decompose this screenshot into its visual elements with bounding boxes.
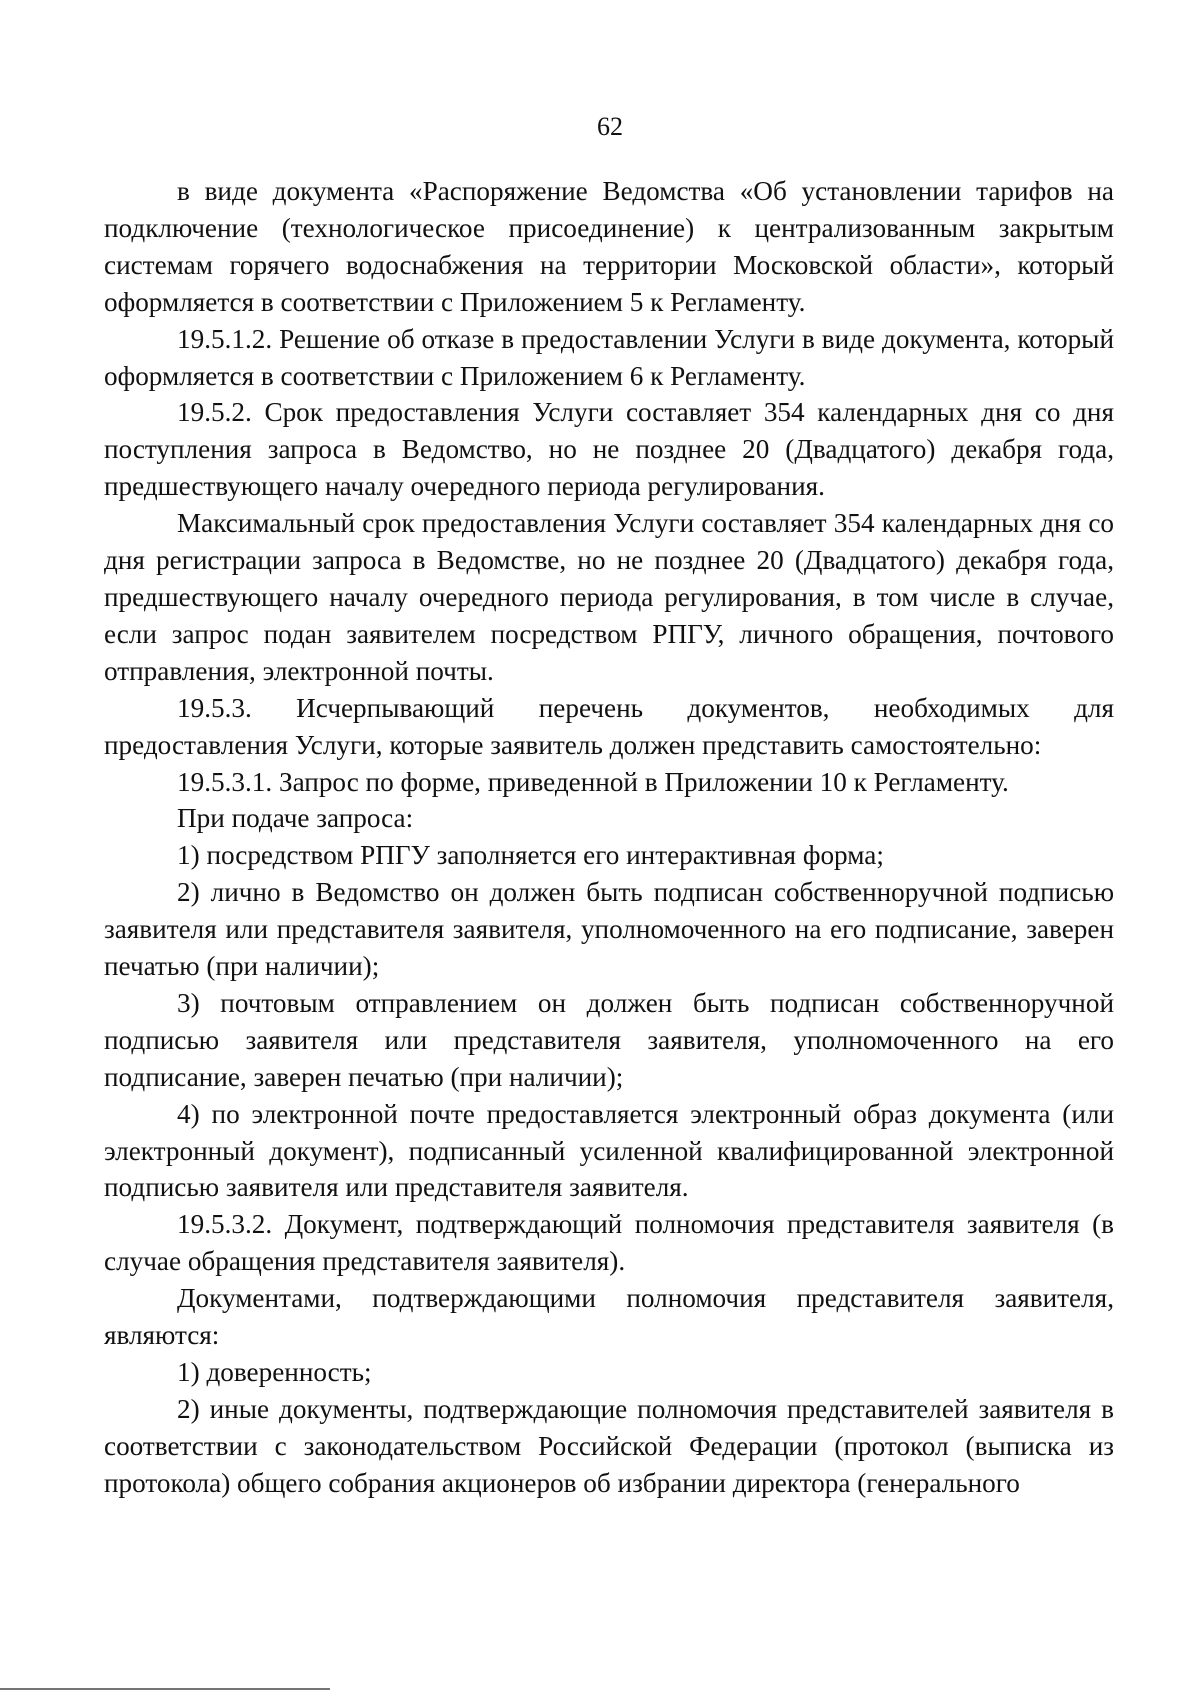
list-item-email: 4) по электронной почте предоставляется электронный образ документа (или электронный документ), подписанный усиленной квалифицированной электронной подписью заявителя или представителя заявителя.: [104, 1098, 1114, 1203]
scan-edge-line: [0, 1688, 330, 1690]
paragraph-authority-docs: Документами, подтверждающими полномочия представителя заявителя, являются:: [104, 1283, 1114, 1351]
paragraph-tariff-order: в виде документа «Распоряжение Ведомства «Об установлении тарифов на подключение (технологическое присоединение) к централизованным закрытым системам горячего водоснабжения на территории Московской области», который оформляется в соответствии с Приложением 5 к Регламенту.: [104, 176, 1114, 317]
document-body: [104, 173, 1114, 1502]
paragraph-19-5-3-1: 19.5.3.1. Запрос по форме, приведенной в Приложении 10 к Регламенту.: [177, 766, 1009, 797]
page-number: 62: [597, 112, 623, 141]
list-item-postal: 3) почтовым отправлением он должен быть подписан собственноручной подписью заявителя или представителя заявителя, уполномоченного на его подписание, заверен печатью (при наличии);: [104, 987, 1114, 1092]
list-item-other-docs: 2) иные документы, подтверждающие полномочия представителей заявителя в соответствии с законодательством Российской Федерации (протокол (выписка из протокола) общего собрания акционеров об избрании директора (генерального: [104, 1393, 1114, 1498]
paragraph-19-5-3: 19.5.3. Исчерпывающий перечень документов, необходимых для предоставления Услуги, которые заявитель должен представить самостоятельно:: [104, 692, 1114, 760]
paragraph-19-5-3-2: 19.5.3.2. Документ, подтверждающий полномочия представителя заявителя (в случае обращения представителя заявителя).: [104, 1209, 1114, 1277]
list-item-in-person: 2) лично в Ведомство он должен быть подписан собственноручной подписью заявителя или представителя заявителя, уполномоченного на его подписание, заверен печатью (при наличии);: [104, 877, 1114, 982]
list-item-rpgu: 1) посредством РПГУ заполняется его интерактивная форма;: [177, 840, 884, 871]
paragraph-max-term: Максимальный срок предоставления Услуги составляет 354 календарных дня со дня регистрации запроса в Ведомстве, но не позднее 20 (Двадцатого) декабря года, предшествующего началу очередного периода регулирования, в том числе в случае, если запрос подан заявителем посредством РПГУ, личного обращения, почтового отправления, электронной почты.: [104, 508, 1114, 686]
paragraph-submission-intro: При подаче запроса:: [177, 803, 414, 834]
list-item-power-of-attorney: 1) доверенность;: [177, 1357, 372, 1387]
paragraph-19-5-1-2: 19.5.1.2. Решение об отказе в предоставлении Услуги в виде документа, который оформляется в соответствии с Приложением 6 к Регламенту.: [104, 323, 1114, 391]
paragraph-19-5-2: 19.5.2. Срок предоставления Услуги составляет 354 календарных дня со дня поступления запроса в Ведомство, но не позднее 20 (Двадцатого) декабря года, предшествующего началу очередного периода регулирования.: [104, 397, 1114, 502]
